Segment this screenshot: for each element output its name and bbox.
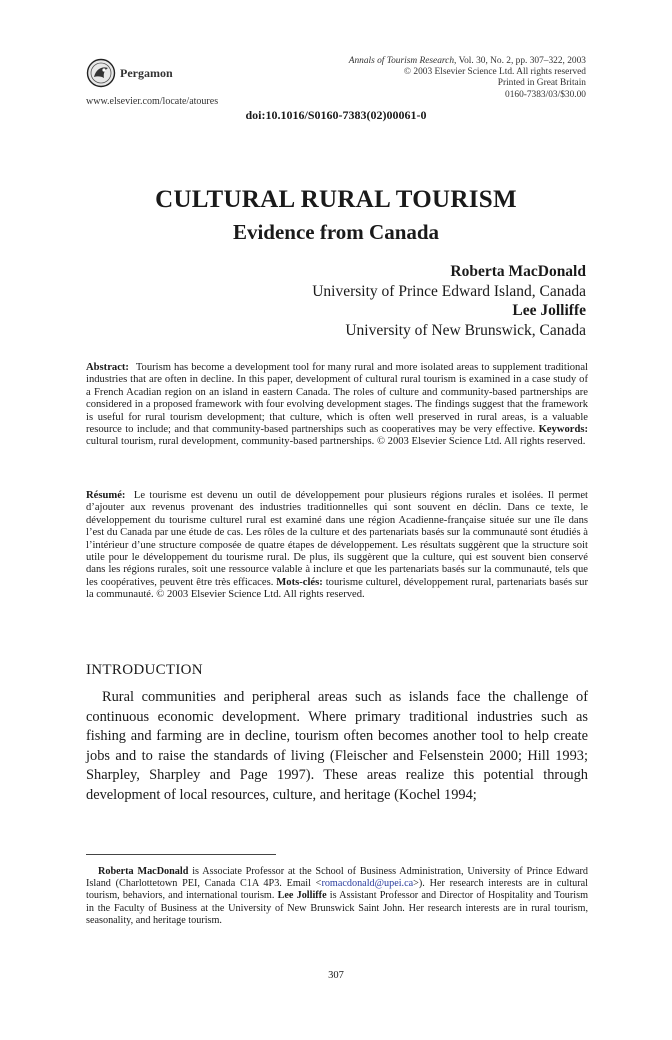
- article-subtitle: Evidence from Canada: [232, 220, 440, 244]
- author-affiliation: University of New Brunswick, Canada: [345, 321, 586, 339]
- journal-name: Annals of Tourism Research: [348, 56, 455, 66]
- footnote-author-name: Roberta MacDonald: [98, 866, 189, 877]
- author-block: [166, 262, 586, 340]
- resume-label: Résumé:: [86, 490, 126, 501]
- author-name: Roberta MacDonald: [450, 263, 586, 280]
- publisher-name: Pergamon: [120, 66, 173, 80]
- footnote-divider: [86, 854, 276, 855]
- footnote-text: >). Her research interests are in cultural tourism, behaviors, and international tourism.: [86, 878, 589, 902]
- keywords-label: Keywords:: [538, 424, 588, 436]
- footnote-author-name: Lee Jolliffe: [277, 890, 327, 902]
- resume: [86, 490, 588, 602]
- section-heading: INTRODUCTION: [86, 662, 203, 678]
- doi-link[interactable]: doi:10.1016/S0160-7383(02)00061-0: [245, 108, 427, 122]
- author-name: Lee Jolliffe: [512, 302, 586, 319]
- printed-line: Printed in Great Britain: [497, 78, 586, 89]
- journal-info: [286, 56, 586, 101]
- website-link[interactable]: www.elsevier.com/locate/atoures: [86, 96, 219, 107]
- abstract-body: Tourism has become a development tool for many rural and more isolated areas to supplement traditional industries that are often in decline. In this paper, development of cultural rural tourism is examined in a case study of a French Acadian region on an island in eastern Canada. The roles of culture and community-based partnerships are considered in a proposed framework with four evolving development stages. The findings suggest that the framework is useful for rural tourism development; that culture, which is often well preserved in rural areas, is a valuable resource to include; and that community-based partnerships such as cooperatives may be very effective.: [86, 362, 588, 436]
- pergamon-logo-icon: [86, 58, 116, 88]
- copyright-line: © 2003 Elsevier Science Ltd. All rights reserved: [403, 67, 586, 78]
- keywords-text: cultural tourism, rural development, community-based partnerships. © 2003 Elsevier Science Ltd. All rights reserved.: [86, 436, 586, 448]
- journal-details: , Vol. 30, No. 2, pp. 307–322, 2003: [454, 56, 586, 66]
- author-footnote: [86, 866, 588, 927]
- abstract-label: Abstract:: [86, 362, 129, 373]
- mots-cles-label: Mots-clés:: [276, 576, 323, 588]
- introduction-body: Rural communities and peripheral areas such as islands face the challenge of continuous economic development. Where primary traditional industries such as fishing and farming are in decline, tourism often becomes another tool to help create jobs and to raise the standards of living (Fleischer and Felsenstein 2000; Hill 1993; Sharpley, Sharpley and Page 1997). These areas realize this potential through development of local resources, culture, and heritage (Kochel 1994;: [86, 689, 588, 803]
- resume-body: Le tourisme est devenu un outil de développement pour plusieurs régions rurales et isolées. Il permet d’ajouter aux revenus provenant des industries traditionnelles qui sont souvent en déclin. Dans ce texte, le développement du tourisme culturel rural est examiné dans une région Acadienne-française située sur une île dans l’est du Canada par une étude de cas. Les rôles de la culture et des partenariats basés sur la communauté sont étudiés à l’intérieur d’une structure composée de quatre étapes de développement. Les résultats suggèrent que la structure soit utile pour le développement du tourisme rural. De plus, ils suggèrent que la culture, qui est souvent bien conservé dans les régions rurales, soit une ressource valable à inclure et que les partenariats basés sur la communauté, tels que les coopératives, peuvent être très efficaces.: [86, 490, 588, 588]
- issn-line: 0160-7383/03/$30.00: [505, 89, 586, 100]
- mots-cles-text: tourisme culturel, développement rural, partenariats basés sur la communauté. © 2003 Elsevier Science Ltd. All rights reserved.: [86, 576, 588, 601]
- article-title: CULTURAL RURAL TOURISM: [155, 186, 517, 213]
- author-affiliation: University of Prince Edward Island, Canada: [312, 282, 586, 300]
- footnote-text: is Assistant Professor and Director of Hospitality and Tourism in the Faculty of Business at the University of New Brunswick Saint John. Her research interests are in rural tourism, seasonality, and heritage tourism.: [86, 890, 588, 926]
- page-number: 307: [328, 970, 344, 981]
- abstract: [86, 362, 588, 449]
- footnote-text: is Associate Professor at the School of Business Administration, University of Prince Edward Island (Charlottetown PEI, Canada C1A 4P3. Email <: [86, 866, 588, 890]
- email-link[interactable]: romacdonald@upei.ca: [321, 878, 414, 890]
